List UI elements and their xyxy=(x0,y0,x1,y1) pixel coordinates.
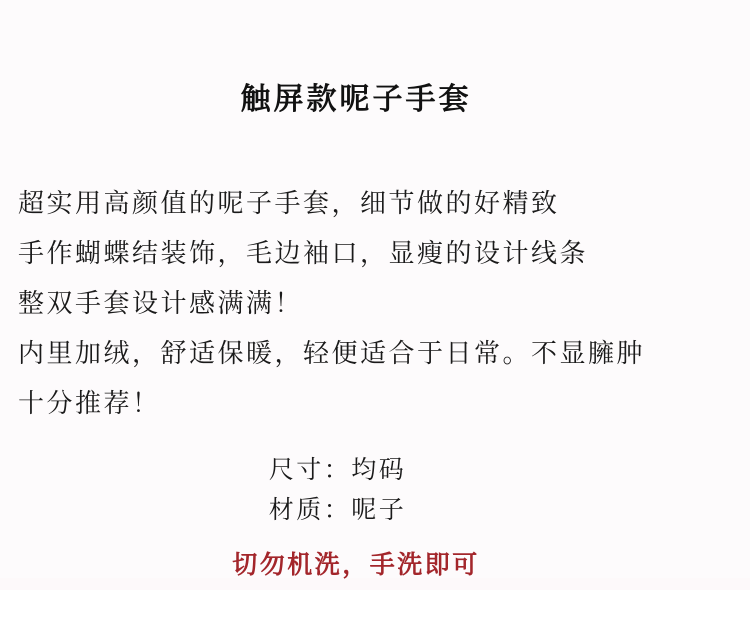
description-block xyxy=(0,178,750,428)
section-divider xyxy=(0,578,750,590)
spec-block xyxy=(0,450,750,530)
page-title: 触屏款呢子手套 xyxy=(240,83,472,116)
description-line: 手作蝴蝶结装饰，毛边袖口，显瘦的设计线条 xyxy=(18,238,589,268)
care-note: 切勿机洗，手洗即可 xyxy=(232,551,480,579)
description-line: 整双手套设计感满满！ xyxy=(18,288,304,318)
spec-line-material: 材质：呢子 xyxy=(268,496,407,524)
spec-line-size: 尺寸：均码 xyxy=(268,456,407,484)
description-line: 超实用高颜值的呢子手套，细节做的好精致 xyxy=(18,188,560,218)
description-line: 十分推荐！ xyxy=(18,388,161,418)
description-line: 内里加绒，舒适保暖，轻便适合于日常。不显臃肿 xyxy=(18,338,646,368)
